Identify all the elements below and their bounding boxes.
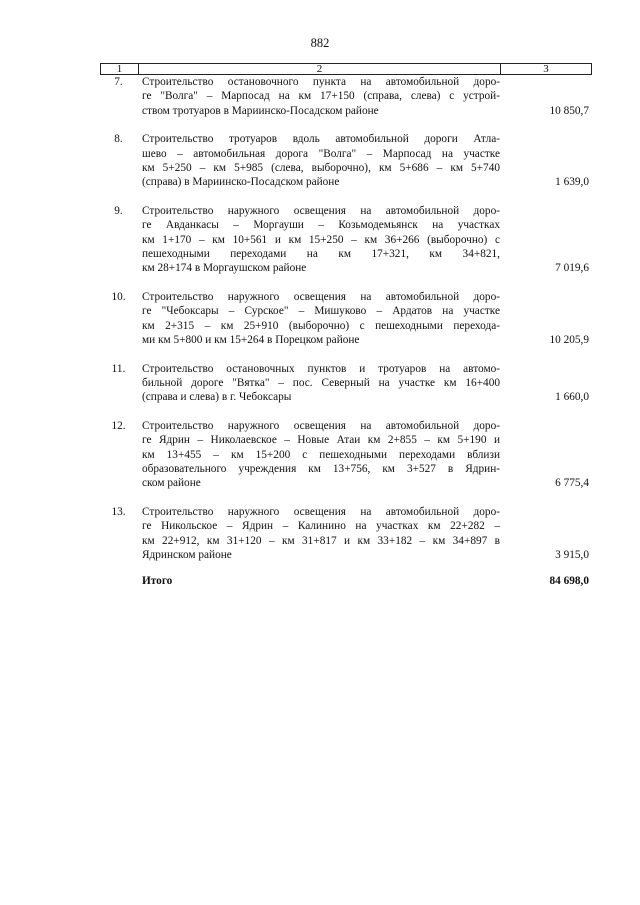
row-description: [137, 505, 500, 563]
table-row: [100, 132, 592, 190]
desc-line: Строительство наружного освещения на автомобильной доро-: [142, 505, 500, 518]
total-amount-value: 84 698,0: [549, 575, 589, 588]
total-amount: [500, 574, 592, 588]
amount-value: 1 639,0: [555, 176, 589, 189]
row-number: 11.: [111, 362, 126, 375]
desc-line: км 22+912, км 31+120 – км 31+817 и км 33+182 – км 34+897 в: [142, 534, 500, 547]
table-header: [100, 63, 592, 75]
row-description: [137, 290, 500, 348]
amount-value: 1 660,0: [555, 391, 589, 404]
desc-line: км 5+250 – км 5+985 (слева, выборочно), км 5+686 – км 5+740: [142, 162, 500, 175]
desc-line: ге Авданкасы – Моргауши – Козьмодемьянск на участках: [142, 219, 500, 232]
row-number: 10.: [111, 290, 126, 303]
desc-line: Строительство наружного освещения на автомобильной доро-: [142, 290, 500, 303]
row-amount: [500, 204, 592, 276]
row-amount: [500, 362, 592, 405]
header-col-2: 2: [139, 64, 501, 74]
table-row: [100, 505, 592, 563]
desc-line: ском районе: [142, 477, 201, 490]
desc-line: Строительство остановочных пунктов и тротуаров на автомо-: [142, 362, 500, 375]
row-description: [137, 132, 500, 190]
amount-value: 10 205,9: [549, 334, 589, 347]
desc-line: (справа) в Мариинско-Посадском районе: [142, 176, 340, 189]
row-amount: [500, 419, 592, 491]
table-row: [100, 75, 592, 118]
desc-line: образовательного учреждения км 13+756, км 3+527 в Ядрин-: [142, 462, 500, 475]
row-description: [137, 204, 500, 276]
total-row: [100, 574, 592, 588]
row-description: [137, 362, 500, 405]
desc-line: бильной дороге "Вятка" – пос. Северный на участке км 16+400: [142, 376, 500, 389]
table-row: [100, 204, 592, 276]
desc-line: км 28+174 в Моргаушском районе: [142, 262, 307, 275]
desc-line: ге "Волга" – Марпосад на км 17+150 (справа, слева) с устрой-: [142, 90, 500, 103]
header-col-1: 1: [101, 64, 139, 74]
page-number: 882: [310, 36, 330, 50]
amount-value: 3 915,0: [555, 548, 589, 561]
desc-line: Строительство наружного освещения на автомобильной доро-: [142, 419, 500, 432]
total-label: [137, 574, 500, 588]
desc-line: км 2+315 – км 25+910 (выборочно) с пешеходными перехода-: [142, 319, 500, 332]
desc-line: км 1+170 – км 10+561 и км 15+250 – км 36+266 (выборочно) с: [142, 233, 500, 246]
desc-line: ми км 5+800 и км 15+264 в Порецком районе: [142, 334, 360, 347]
row-number: 8.: [114, 133, 123, 146]
amount-value: 10 850,7: [549, 104, 589, 117]
row-amount: [500, 290, 592, 348]
desc-line: Строительство наружного освещения на автомобильной доро-: [142, 204, 500, 217]
amount-value: 6 775,4: [555, 477, 589, 490]
desc-line: шево – автомобильная дорога "Волга" – Марпосад на участке: [142, 147, 500, 160]
row-amount: [500, 505, 592, 563]
total-label-text: Итого: [142, 575, 173, 588]
header-col-3: 3: [543, 63, 549, 75]
row-description: [137, 419, 500, 491]
desc-line: ге Ядрин – Николаевское – Новые Атаи км 2+855 – км 5+190 и: [142, 434, 500, 447]
desc-line: пешеходными переходами на км 17+321, км 34+821,: [142, 248, 500, 261]
table-row: [100, 419, 592, 491]
row-number: 12.: [111, 419, 126, 432]
desc-line: Строительство остановочного пункта на автомобильной доро-: [142, 76, 500, 88]
desc-line: ге "Чебоксары – Сурское" – Мишуково – Ардатов на участке: [142, 305, 500, 318]
desc-line: (справа и слева) в г. Чебоксары: [142, 391, 292, 404]
total-num-empty: [100, 574, 137, 588]
amount-value: 7 019,6: [555, 262, 589, 275]
row-number: 13.: [111, 505, 126, 518]
row-number: 9.: [114, 204, 123, 217]
desc-line: Строительство тротуаров вдоль автомобильной дороги Атла-: [142, 133, 500, 146]
row-amount: [500, 75, 592, 118]
row-description: [137, 75, 500, 118]
desc-line: Ядринском районе: [142, 548, 232, 561]
desc-line: ге Никольское – Ядрин – Калинино на участках км 22+282 –: [142, 520, 500, 533]
row-number: 7.: [114, 76, 123, 88]
row-amount: [500, 132, 592, 190]
table-body: [100, 75, 592, 589]
table-row: [100, 290, 592, 348]
desc-line: ством тротуаров в Мариинско-Посадском районе: [142, 104, 379, 117]
table-row: [100, 362, 592, 405]
desc-line: км 13+455 – км 15+200 с пешеходными переходами вблизи: [142, 448, 500, 461]
